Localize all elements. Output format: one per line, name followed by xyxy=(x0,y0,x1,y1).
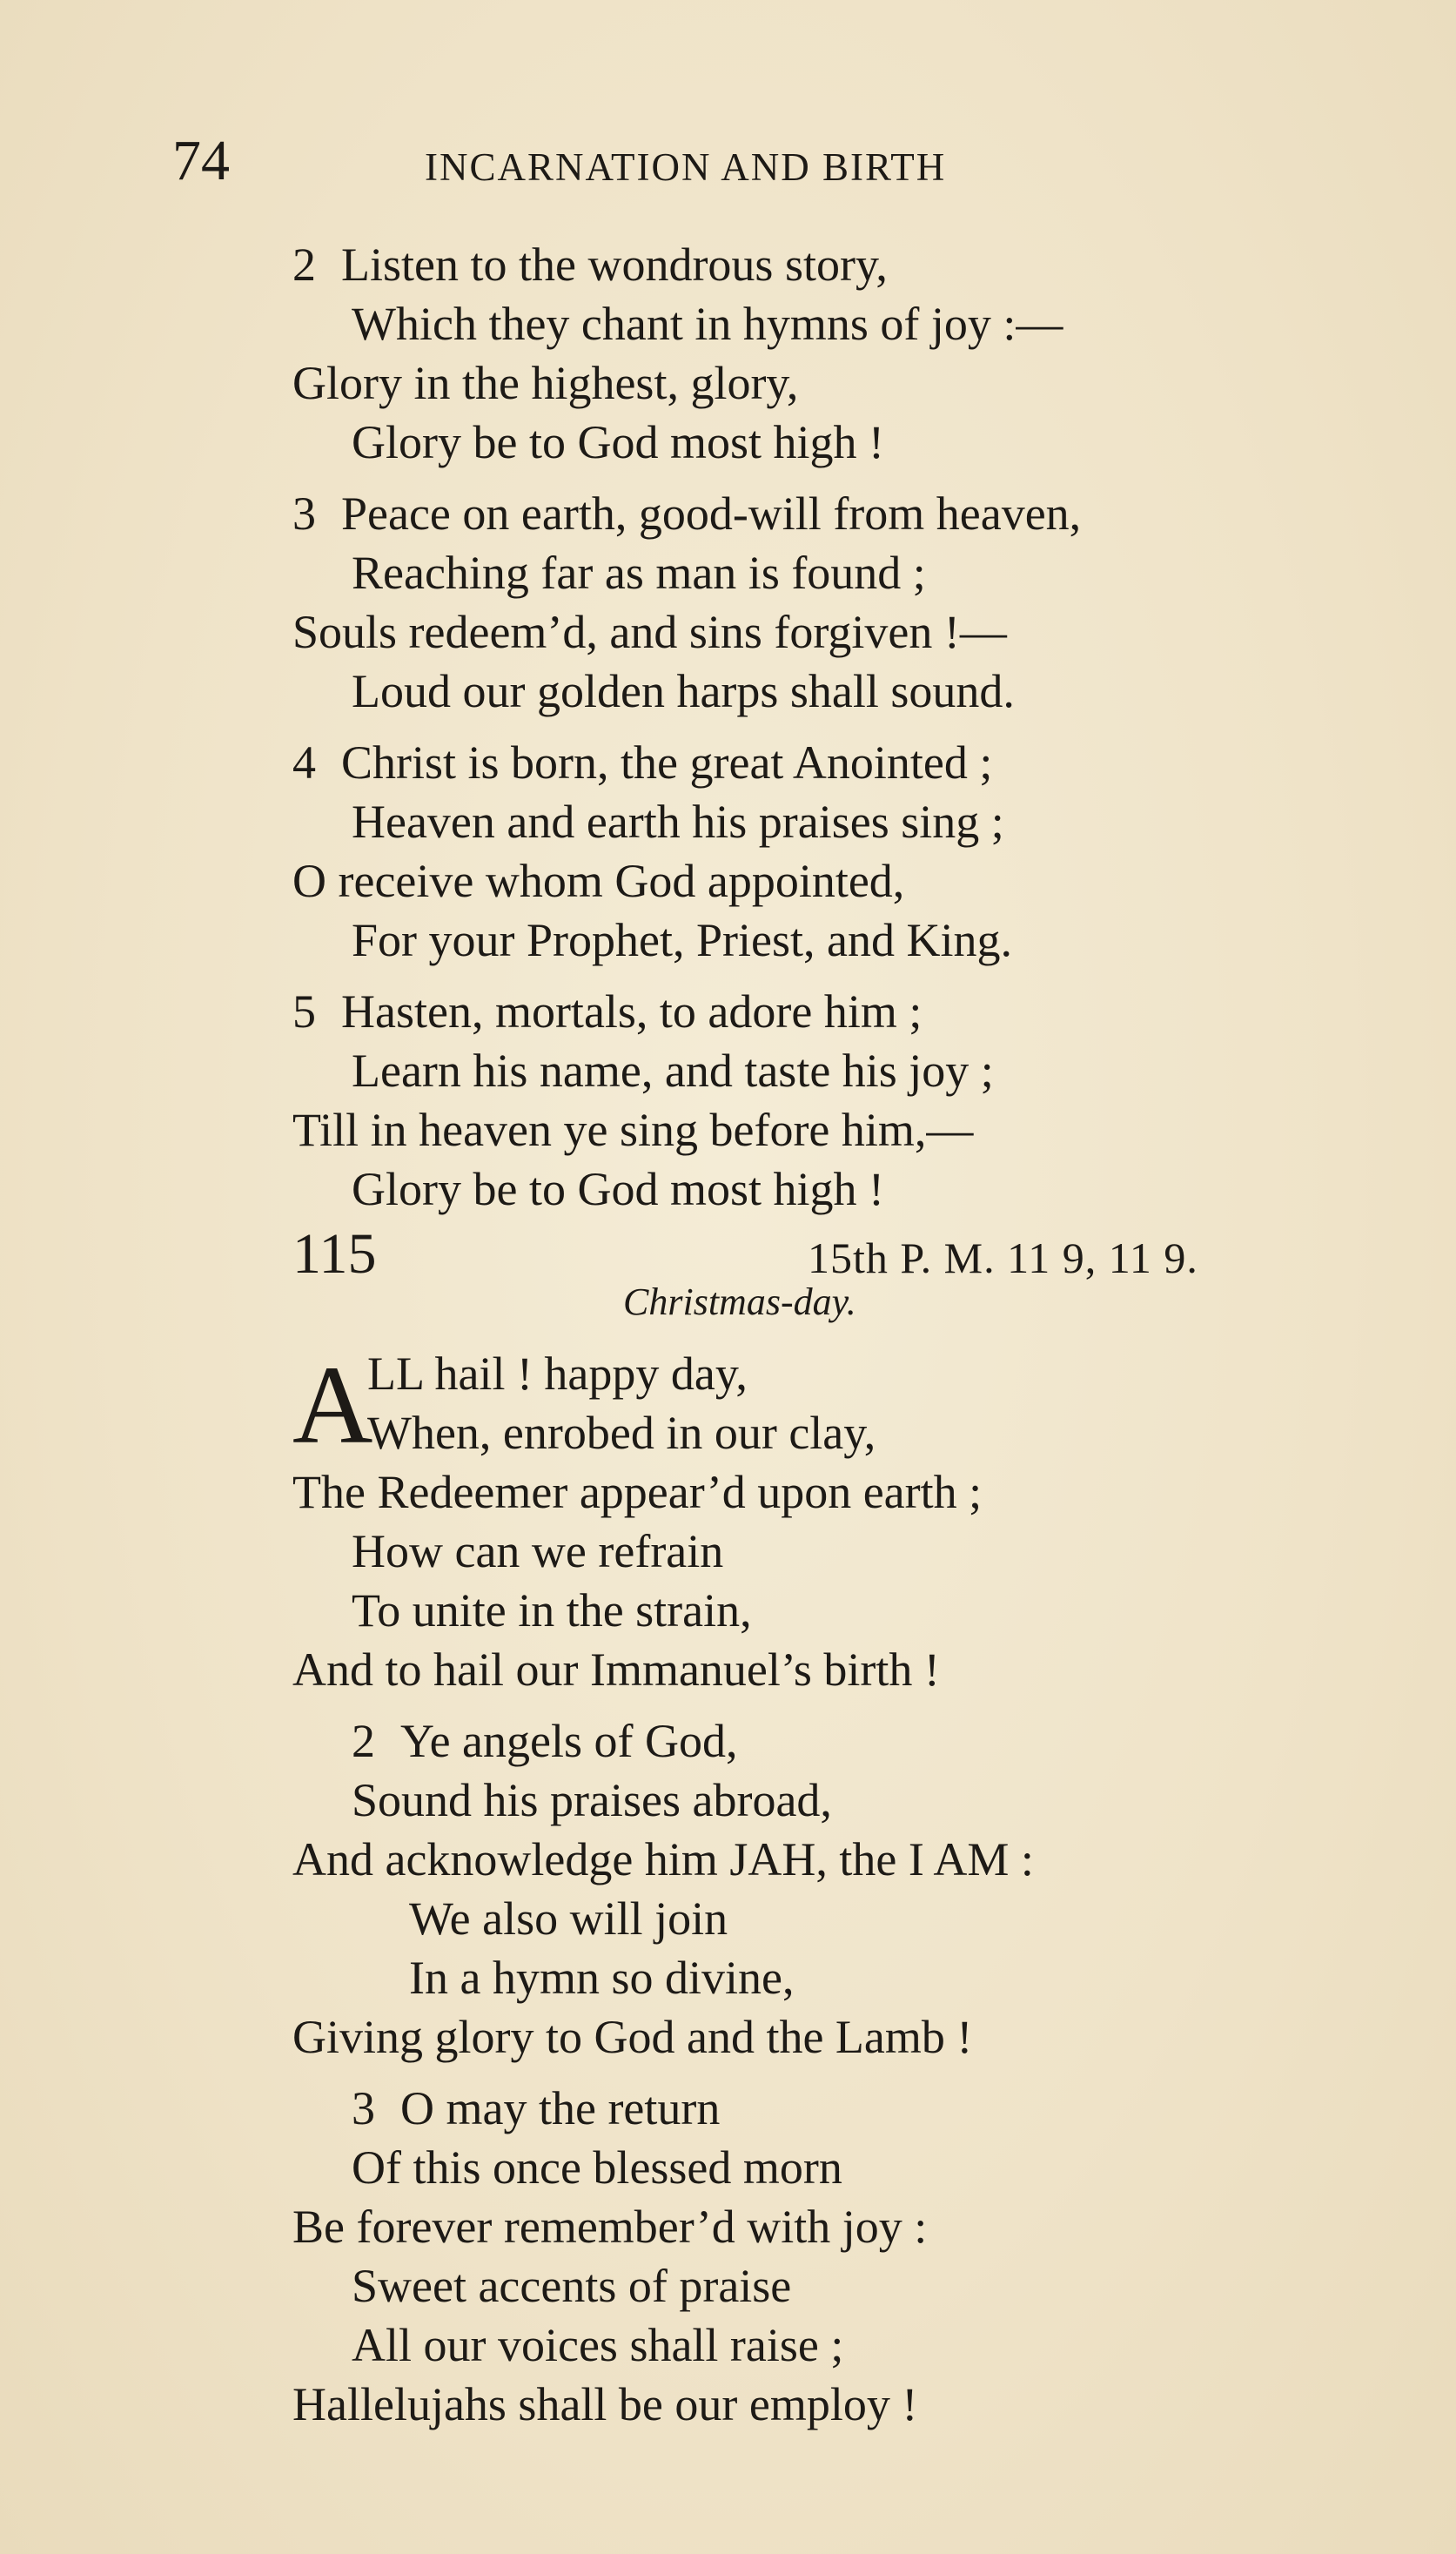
verse-text: Ye angels of God, xyxy=(400,1715,738,1767)
verse-line: Of this once blessed morn xyxy=(352,2141,842,2194)
verse-line xyxy=(292,982,1337,1041)
verse-line: Reaching far as man is found ; xyxy=(352,547,926,599)
verse-line: Glory be to God most high ! xyxy=(352,1163,884,1215)
hymn-meter: 15th P. M. 11 9, 11 9. xyxy=(808,1233,1198,1282)
verse-line: Till in heaven ye sing before him,— xyxy=(292,1104,974,1156)
verse-line xyxy=(292,484,1337,543)
verse-line: O receive whom God appointed, xyxy=(292,855,905,907)
verse-text: Hasten, mortals, to adore him ; xyxy=(341,985,923,1038)
verse-number: 2 xyxy=(352,1715,375,1767)
verse-number: 4 xyxy=(292,736,316,789)
verse-text: Christ is born, the great Anointed ; xyxy=(341,736,993,789)
hymn-number: 115 xyxy=(292,1222,377,1286)
verse-line: When, enrobed in our clay, xyxy=(367,1407,876,1459)
verse-line: And to hail our Immanuel’s birth ! xyxy=(292,1643,940,1696)
verse-line: To unite in the strain, xyxy=(352,1584,752,1637)
verse-number: 3 xyxy=(292,487,316,540)
verse-line: The Redeemer appear’d upon earth ; xyxy=(292,1466,983,1518)
hymn-115-text xyxy=(292,1462,1337,2434)
verse-line: Heaven and earth his praises sing ; xyxy=(352,796,1004,848)
verse-line: Learn his name, and taste his joy ; xyxy=(352,1045,994,1097)
verse-line: All our voices shall raise ; xyxy=(352,2319,844,2371)
hymn-114-continuation xyxy=(292,235,1337,1219)
verse-line xyxy=(292,733,1337,792)
verse-line: Hallelujahs shall be our employ ! xyxy=(292,2378,918,2430)
page-header xyxy=(0,129,1456,202)
verse-number: 2 xyxy=(292,239,316,291)
verse-line: Glory in the highest, glory, xyxy=(292,357,799,409)
verse-line: Glory be to God most high ! xyxy=(352,416,884,468)
verse-line: Giving glory to God and the Lamb ! xyxy=(292,2011,973,2063)
running-head: INCARNATION AND BIRTH xyxy=(425,145,947,189)
verse-number: 5 xyxy=(292,985,316,1038)
verse-line: Loud our golden harps shall sound. xyxy=(352,665,1015,717)
verse-line: Sweet accents of praise xyxy=(352,2260,792,2312)
verse-line xyxy=(292,2079,1337,2138)
page-number: 74 xyxy=(172,129,230,192)
stanza-1-opening xyxy=(292,1344,1337,1466)
verse-text: Peace on earth, good-will from heaven, xyxy=(341,487,1082,540)
verse-line: In a hymn so divine, xyxy=(409,1952,795,2004)
verse-text: Listen to the wondrous story, xyxy=(341,239,888,291)
verse-line: For your Prophet, Priest, and King. xyxy=(352,914,1012,966)
verse-line: Which they chant in hymns of joy :— xyxy=(352,298,1063,350)
verse-line: And acknowledge him JAH, the I AM : xyxy=(292,1833,1034,1885)
verse-number: 3 xyxy=(352,2082,375,2134)
hymn-occasion: Christmas-day. xyxy=(623,1280,856,1323)
verse-line: How can we refrain xyxy=(352,1525,724,1577)
verse-line: We also will join xyxy=(409,1892,728,1945)
verse-line: LL hail ! happy day, xyxy=(367,1348,748,1400)
verse-line xyxy=(292,235,1337,294)
drop-cap: A xyxy=(292,1343,373,1467)
verse-line: Souls redeem’d, and sins forgiven !— xyxy=(292,606,1007,658)
verse-text: O may the return xyxy=(400,2082,721,2134)
verse-line: Be forever remember’d with joy : xyxy=(292,2201,928,2253)
verse-line xyxy=(292,1711,1337,1771)
verse-line: Sound his praises abroad, xyxy=(352,1774,832,1826)
